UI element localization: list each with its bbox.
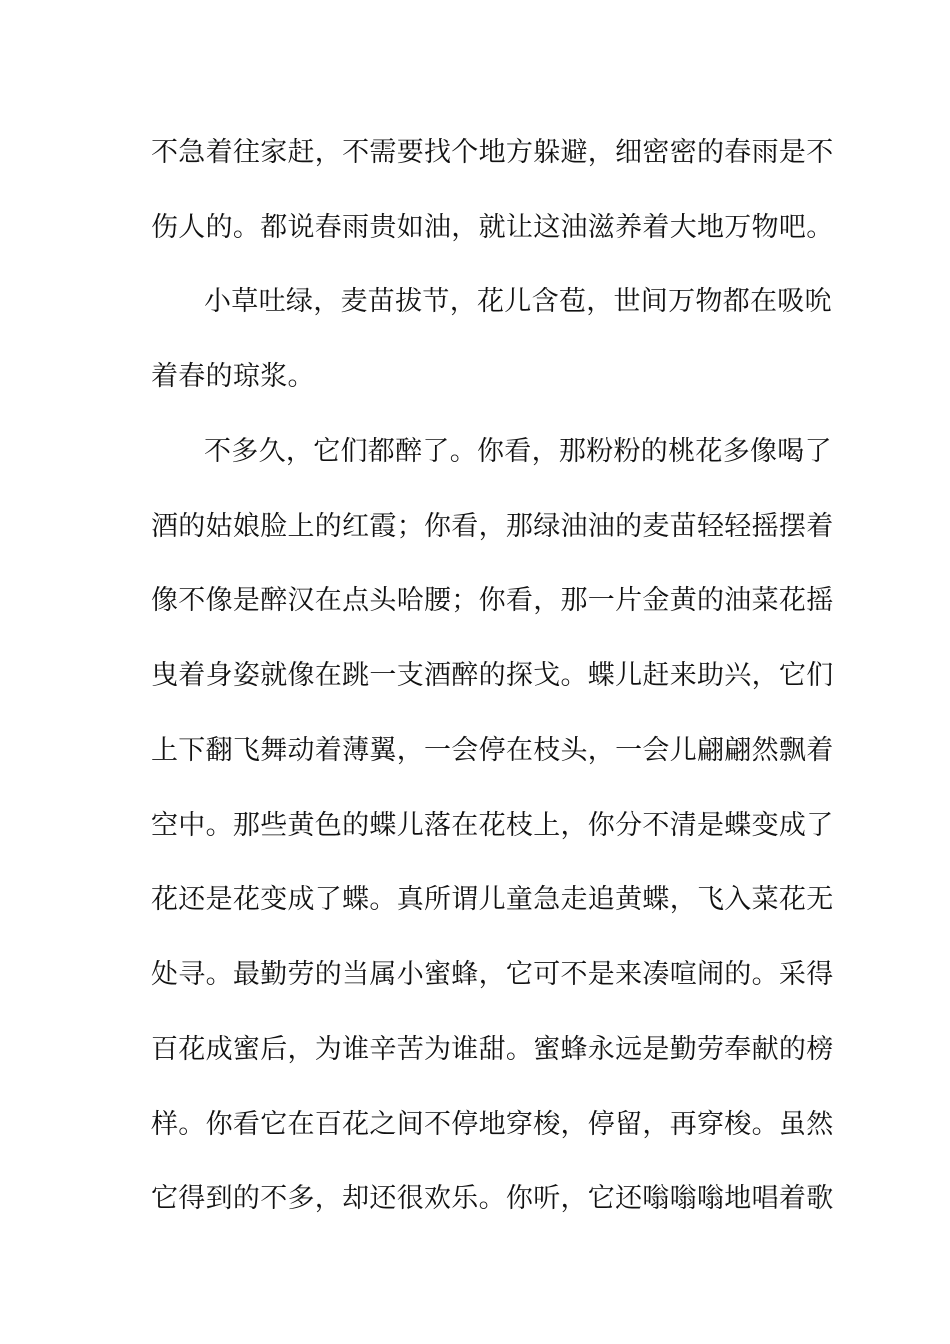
text-line: 曳着身姿就像在跳一支酒醉的探戈。蝶儿赶来助兴，它们 bbox=[151, 660, 834, 691]
text-line: 花还是花变成了蝶。真所谓儿童急走追黄蝶，飞入菜花无 bbox=[151, 884, 834, 915]
text-line: 不急着往家赶，不需要找个地方躲避，细密密的春雨是不 bbox=[151, 137, 834, 168]
text-line: 酒的姑娘脸上的红霞；你看，那绿油油的麦苗轻轻摇摆着 bbox=[151, 511, 834, 542]
text-line: 着春的琼浆。 bbox=[151, 361, 315, 392]
text-line: 百花成蜜后，为谁辛苦为谁甜。蜜蜂永远是勤劳奉献的榜 bbox=[151, 1034, 834, 1065]
text-line: 空中。那些黄色的蝶儿落在花枝上，你分不清是蝶变成了 bbox=[151, 810, 834, 841]
text-line: 它得到的不多，却还很欢乐。你听，它还嗡嗡嗡地唱着歌 bbox=[151, 1183, 834, 1214]
text-line: 样。你看它在百花之间不停地穿梭，停留，再穿梭。虽然 bbox=[151, 1109, 834, 1140]
text-line: 上下翻飞舞动着薄翼，一会停在枝头，一会儿翩翩然飘着 bbox=[151, 735, 834, 766]
text-line: 像不像是醉汉在点头哈腰；你看，那一片金黄的油菜花摇 bbox=[151, 585, 834, 616]
text-line: 处寻。最勤劳的当属小蜜蜂，它可不是来凑喧闹的。采得 bbox=[151, 959, 834, 990]
text-line: 伤人的。都说春雨贵如油，就让这油滋养着大地万物吧。 bbox=[151, 212, 834, 243]
paragraph-first-line: 小草吐绿，麦苗拔节，花儿含苞，世间万物都在吸吮 bbox=[204, 286, 832, 317]
paragraph-first-line: 不多久，它们都醉了。你看，那粉粉的桃花多像喝了 bbox=[204, 436, 832, 467]
